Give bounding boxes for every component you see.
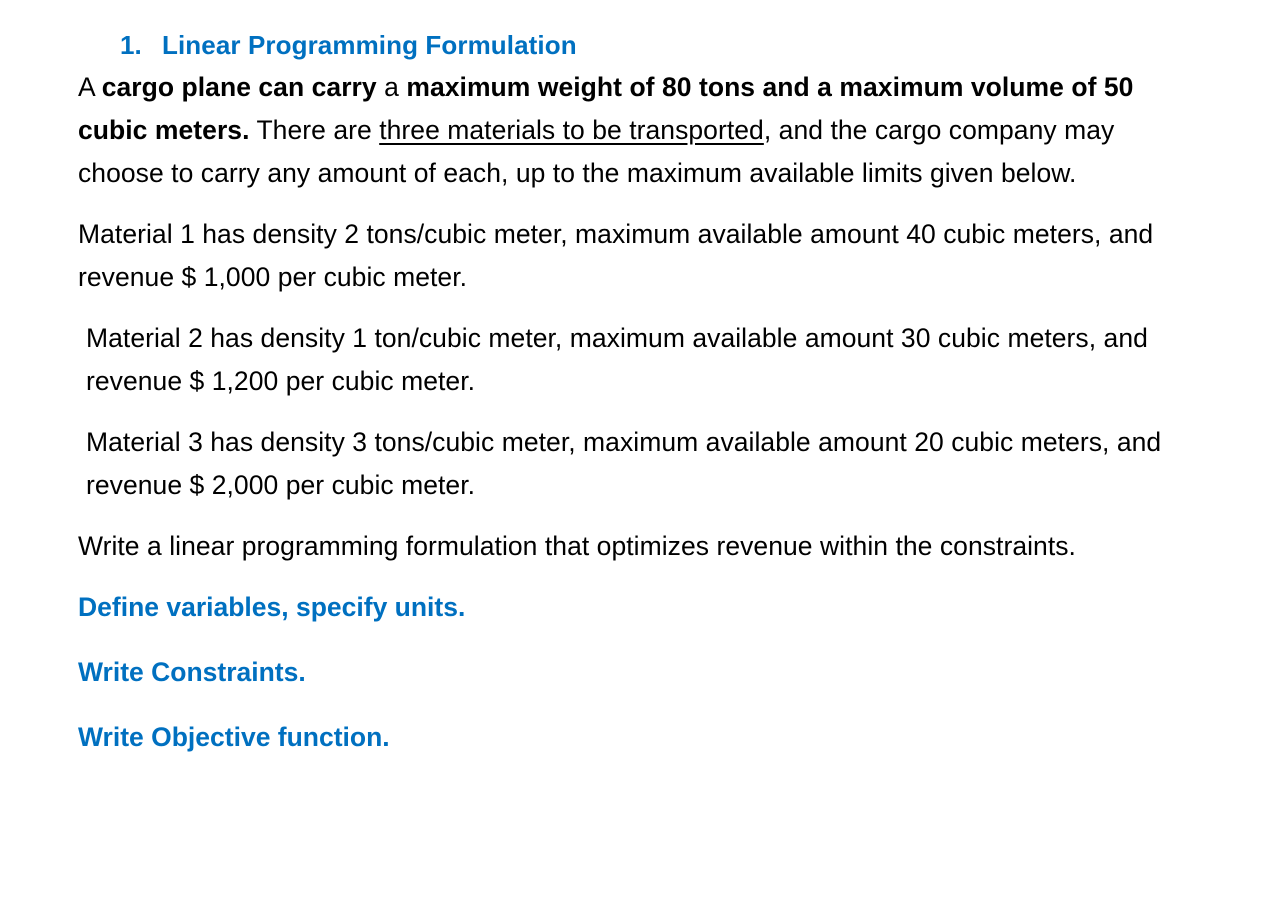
instruction-paragraph: Write a linear programming formulation that optimizes revenue within the constraints. (78, 531, 1076, 561)
task-write-constraints: Write Constraints. (78, 657, 306, 687)
heading-number: 1. (120, 30, 142, 60)
intro-text-4: , and the cargo company may choose to carry any amount of each, up to the maximum available limits given below. (78, 115, 1115, 188)
section-heading (120, 24, 1168, 66)
intro-paragraph (78, 66, 1168, 195)
material-1-paragraph: Material 1 has density 2 tons/cubic meter, maximum available amount 40 cubic meters, and revenue $ 1,000 per cubic meter. (78, 219, 1154, 292)
document-body (78, 24, 1168, 781)
intro-underline: three materials to be transported (379, 115, 764, 145)
intro-text-1: A (78, 72, 102, 102)
intro-bold-1: cargo plane can carry (101, 72, 377, 102)
intro-text-2: a (376, 72, 407, 102)
intro-bold-2: maximum weight of 80 tons and a maximum volume of 50 cubic meters. (78, 72, 1134, 145)
material-2-paragraph: Material 2 has density 1 ton/cubic meter, maximum available amount 30 cubic meters, and revenue $ 1,200 per cubic meter. (86, 323, 1148, 396)
material-3-paragraph: Material 3 has density 3 tons/cubic meter, maximum available amount 20 cubic meters, and revenue $ 2,000 per cubic meter. (86, 427, 1162, 500)
heading-title: Linear Programming Formulation (162, 30, 577, 60)
intro-text-3: There are (249, 115, 380, 145)
task-define-variables: Define variables, specify units. (78, 592, 466, 622)
task-write-objective: Write Objective function. (78, 722, 390, 752)
